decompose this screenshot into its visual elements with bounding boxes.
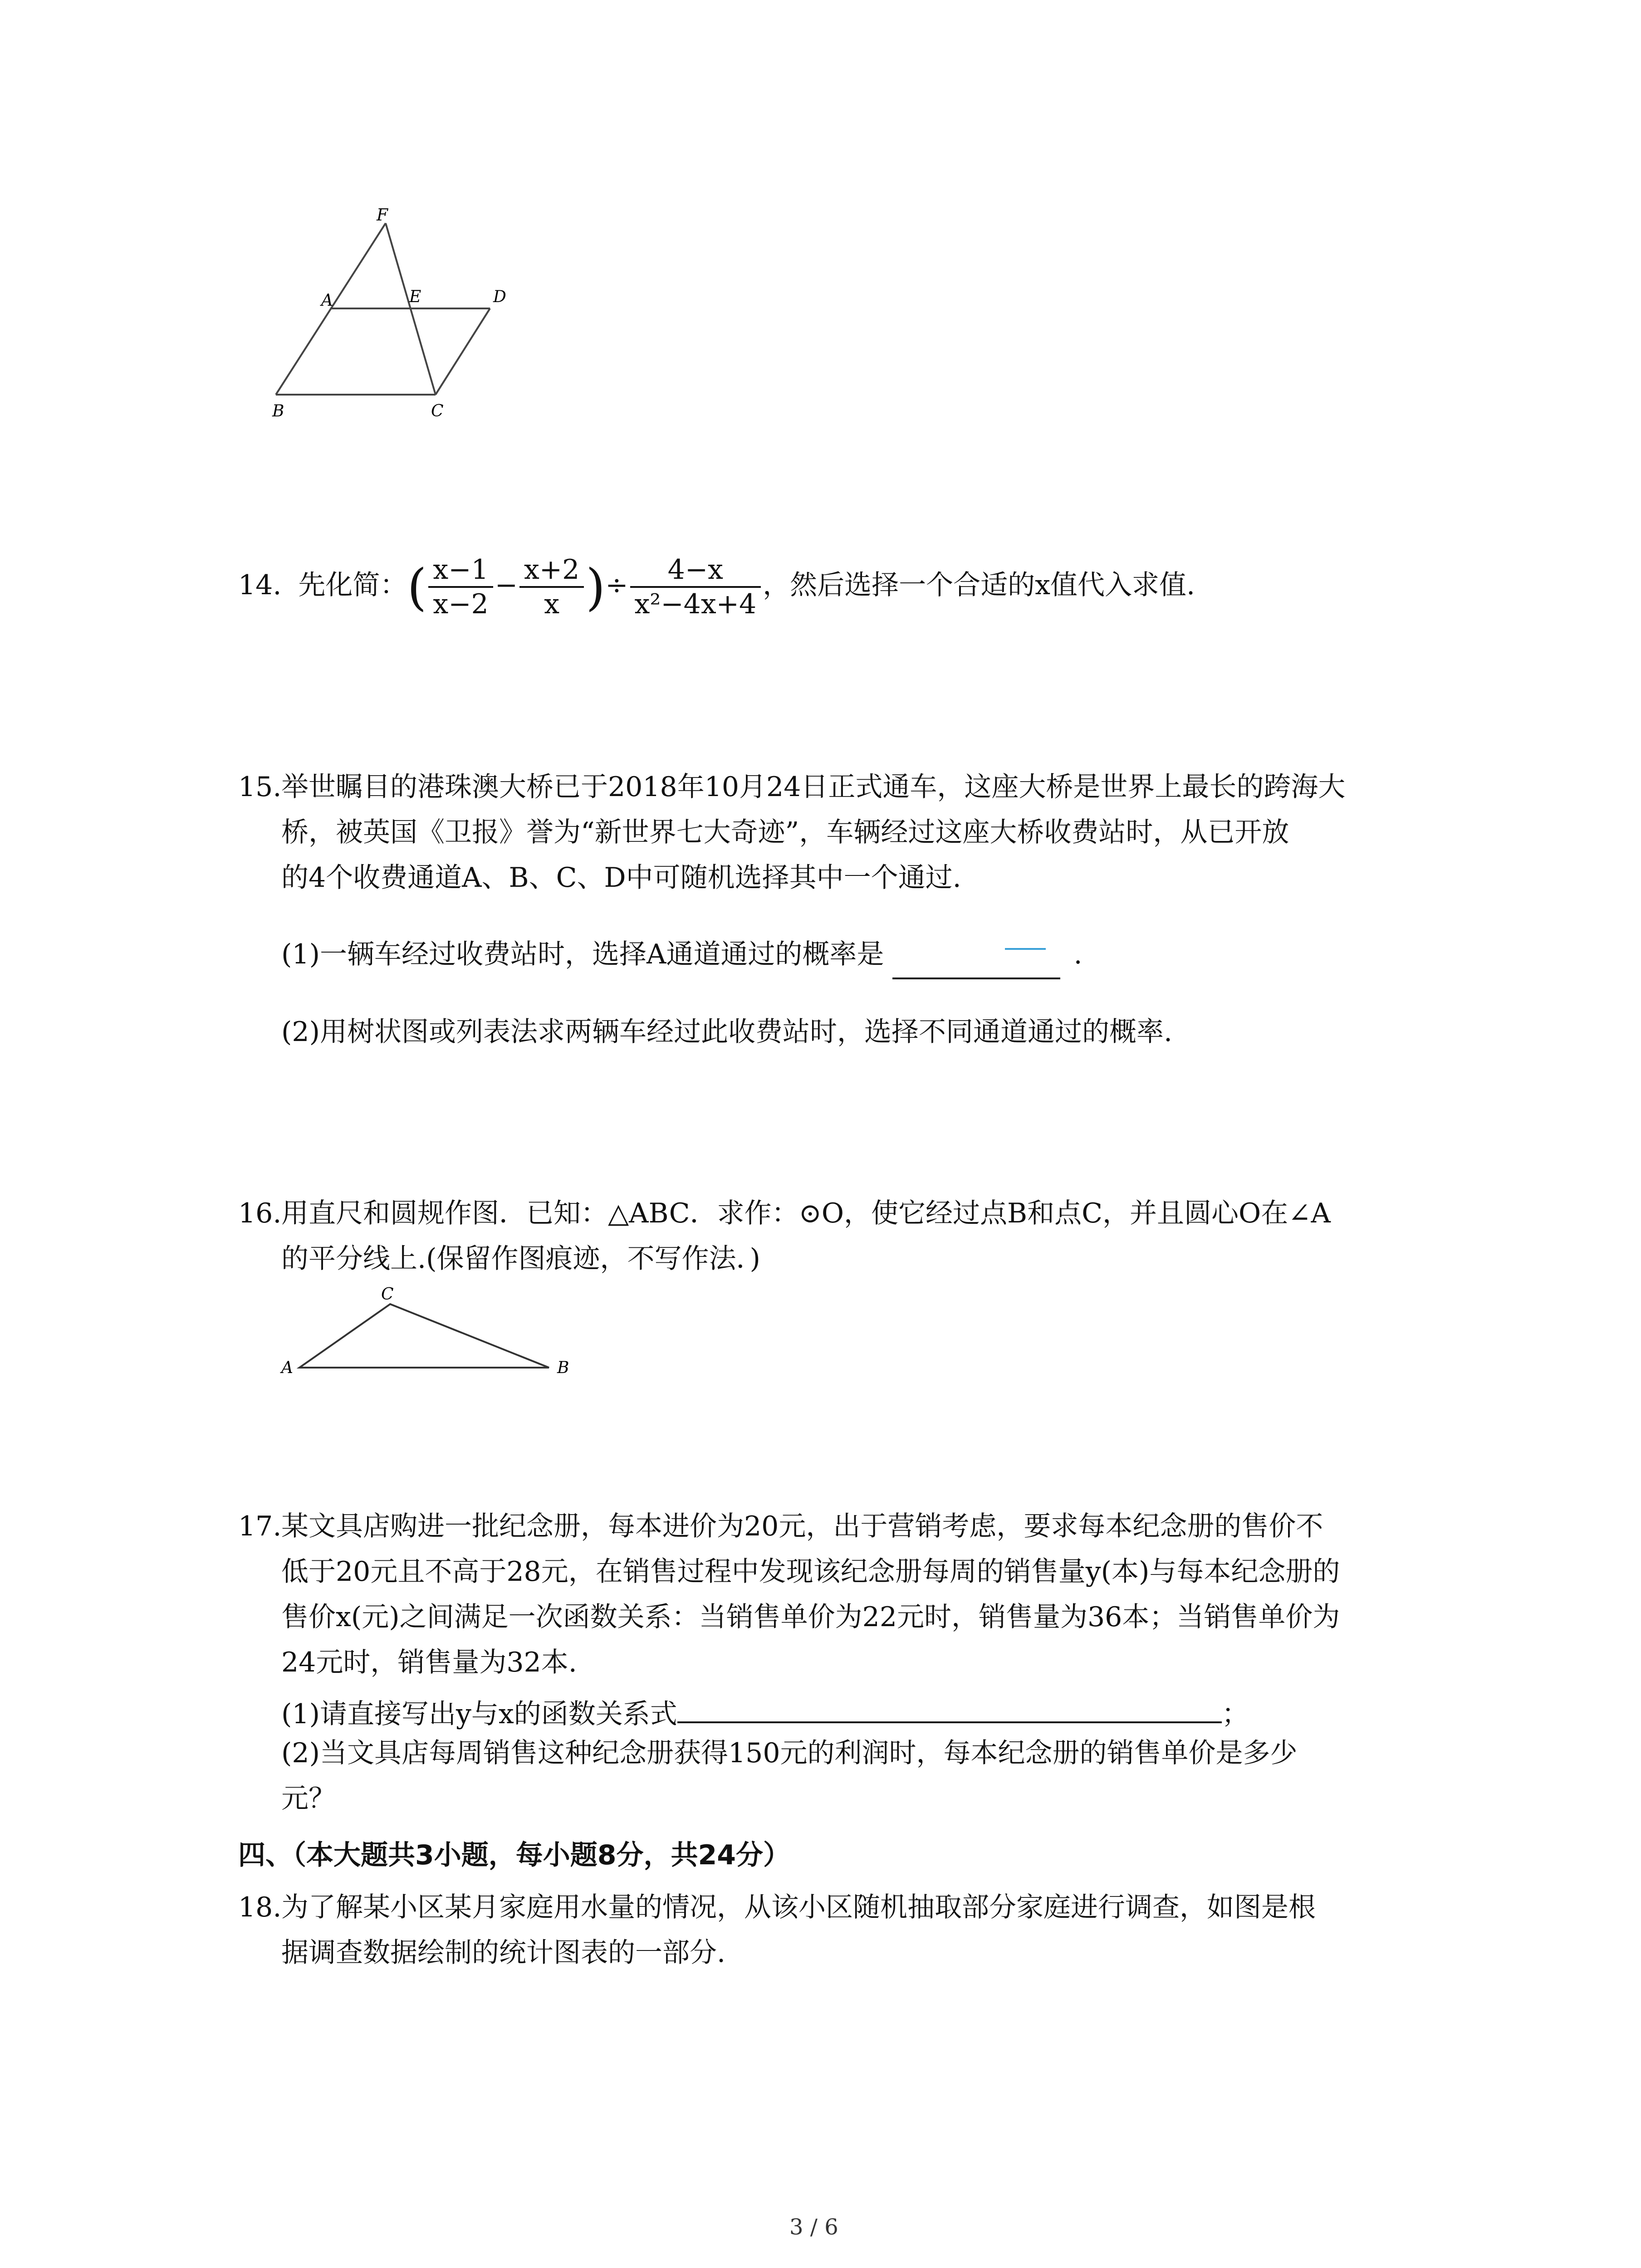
fraction-2: $\frac{x+2}{x}$: [519, 553, 584, 621]
section-heading: 四、（本大题共3小题，每小题8分，共24分）: [238, 1839, 790, 1871]
label-f: F: [377, 206, 388, 225]
answer-blank[interactable]: [892, 946, 1060, 979]
question-14: 14. 先化简：( $\frac{x-1}{x-2}$ − $\frac{x+2}{x}$ )÷ $\frac{4-x}{\text{x²−4x+4}}$ ，然后选择一个合适的x值代入求值.: [238, 554, 1195, 621]
question-16-number: 16.: [238, 1198, 282, 1229]
triangle-figure: [272, 1277, 590, 1395]
fraction-3: $\frac{4-x}{\text{x²−4x+4}}$: [630, 553, 761, 621]
label-e: E: [409, 288, 421, 306]
question-17-part-2-line-1: (2)当文具店每周销售这种纪念册获得150元的利润时，每本纪念册的销售单价是多少: [281, 1737, 1298, 1769]
label-b: B: [557, 1359, 569, 1377]
question-15-part-1: (1)一辆车经过收费站时，选择A通道通过的概率是 .: [281, 930, 1083, 973]
label-a: A: [321, 291, 333, 310]
question-18-line-2: 据调查数据绘制的统计图表的一部分.: [281, 1937, 726, 1969]
question-17-line-4: 24元时，销售量为32本.: [281, 1647, 577, 1678]
fraction-hint-line: [1005, 948, 1046, 950]
label-b: B: [272, 402, 284, 420]
question-17-line-2: 低于20元且不高于28元，在销售过程中发现该纪念册每周的销售量y(本)与每本纪念册的: [281, 1556, 1340, 1588]
question-16-line-1: 用直尺和圆规作图．已知：△ABC．求作：⊙O，使它经过点B和点C，并且圆心O在∠A: [281, 1198, 1331, 1229]
question-18-line-1: 为了解某小区某月家庭用水量的情况，从该小区随机抽取部分家庭进行调查，如图是根: [281, 1892, 1316, 1923]
question-lead: 先化简：: [298, 569, 407, 601]
question-17-number: 17.: [238, 1510, 282, 1542]
question-17-line-1: 某文具店购进一批纪念册，每本进价为20元，出于营销考虑，要求每本纪念册的售价不: [281, 1510, 1323, 1542]
fraction-1: $\frac{x-1}{x-2}$: [428, 553, 493, 621]
question-15-line-1: 举世瞩目的港珠澳大桥已于2018年10月24日正式通车，这座大桥是世界上最长的跨海大: [281, 771, 1346, 803]
label-c: C: [381, 1285, 394, 1304]
label-a: A: [281, 1359, 293, 1377]
question-17-line-3: 售价x(元)之间满足一次函数关系：当销售单价为22元时，销售量为36本；当销售单价为: [281, 1601, 1340, 1633]
answer-blank[interactable]: [677, 1690, 1222, 1723]
question-17-part-2-line-2: 元？: [281, 1783, 336, 1814]
page-number: 3 / 6: [789, 2214, 838, 2240]
question-number: 14.: [238, 569, 282, 601]
parallelogram-figure: [254, 200, 526, 435]
label-c: C: [431, 402, 444, 420]
label-d: D: [493, 288, 506, 306]
question-tail: ，然后选择一个合适的x值代入求值.: [763, 569, 1195, 601]
question-15-line-2: 桥，被英国《卫报》誉为“新世界七大奇迹”，车辆经过这座大桥收费站时，从已开放: [281, 816, 1289, 848]
question-15-number: 15.: [238, 771, 282, 803]
question-15-line-3: 的4个收费通道A、B、C、D中可随机选择其中一个通过.: [281, 862, 961, 894]
question-16-line-2: 的平分线上.(保留作图痕迹，不写作法．): [281, 1243, 760, 1275]
question-15-part-2: (2)用树状图或列表法求两辆车经过此收费站时，选择不同通道通过的概率.: [281, 1016, 1173, 1048]
question-17-part-1: (1)请直接写出y与x的函数关系式 ；: [281, 1690, 1249, 1732]
question-18-number: 18.: [238, 1892, 282, 1923]
